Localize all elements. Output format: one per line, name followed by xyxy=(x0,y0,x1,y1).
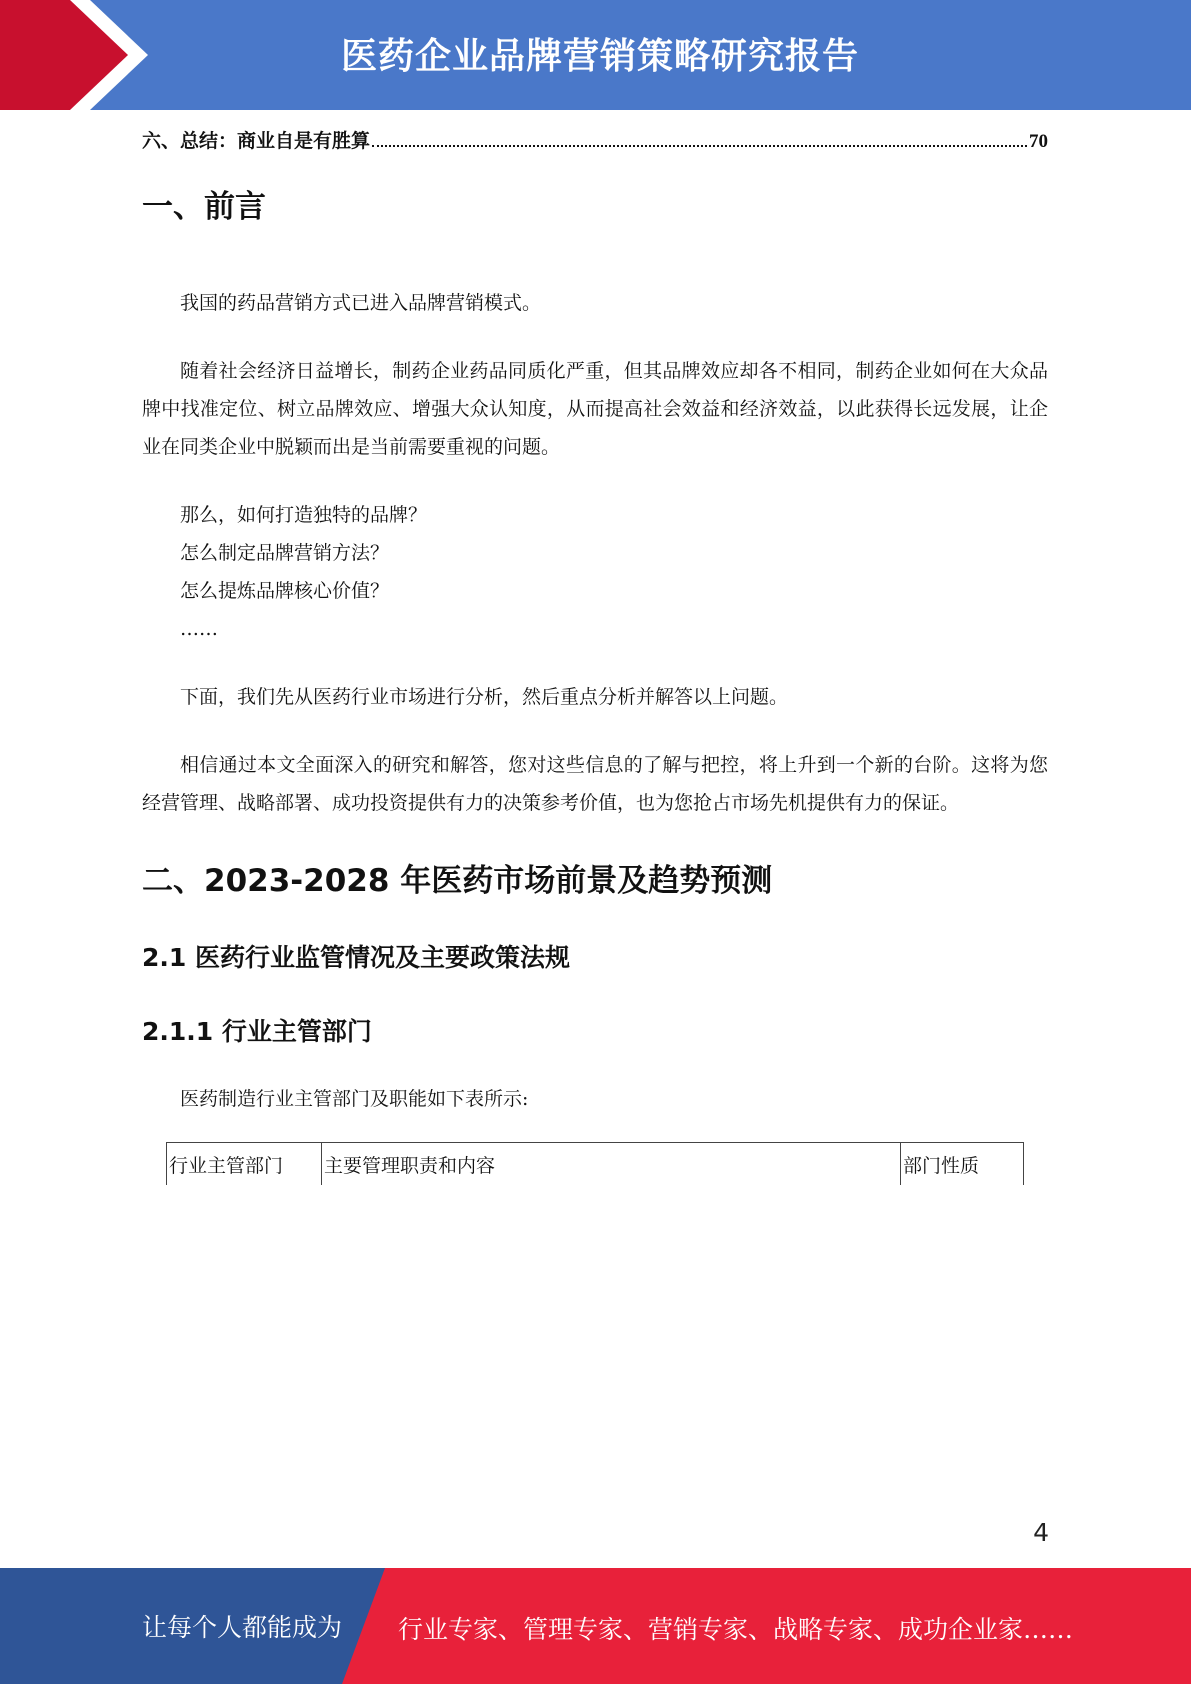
table-header-cell: 部门性质 xyxy=(901,1143,1024,1186)
subsection-heading-regulation: 2.1 医药行业监管情况及主要政策法规 xyxy=(142,943,570,972)
paragraph: 随着社会经济日益增长，制药企业药品同质化严重，但其品牌效应却各不相同，制药企业如何在大众品牌中找准定位、树立品牌效应、增强大众认知度，从而提高社会效益和经济效益，以此获得长远发展，让企业在同类企业中脱颖而出是当前需要重视的问题。 xyxy=(142,360,1048,458)
page-content xyxy=(142,118,1048,1185)
toc-leader-dots xyxy=(372,144,1027,147)
report-title: 医药企业品牌营销策略研究报告 xyxy=(340,36,859,77)
subsection-heading-authorities: 2.1.1 行业主管部门 xyxy=(142,1017,372,1046)
toc-entry-page: 70 xyxy=(1029,131,1048,152)
toc-entry[interactable] xyxy=(142,118,1048,166)
table-header-cell: 行业主管部门 xyxy=(167,1143,322,1186)
toc-entry-label: 六、总结：商业自是有胜算 xyxy=(142,131,371,152)
question-line: 那么，如何打造独特的品牌？ xyxy=(180,504,428,526)
footer-slogan-right: 行业专家、管理专家、营销专家、战略专家、成功企业家…… xyxy=(398,1615,1074,1644)
question-line: 怎么提炼品牌核心价值？ xyxy=(180,580,390,602)
footer-slogan-left: 让每个人都能成为 xyxy=(142,1613,343,1642)
page-footer xyxy=(0,1568,1191,1684)
table-intro: 医药制造行业主管部门及职能如下表所示: xyxy=(180,1088,529,1110)
table-header-cell: 主要管理职责和内容 xyxy=(322,1143,901,1186)
question-line: 怎么制定品牌营销方法？ xyxy=(180,542,390,564)
paragraph: 下面，我们先从医药行业市场进行分析，然后重点分析并解答以上问题。 xyxy=(180,686,789,708)
paragraph: 我国的药品营销方式已进入品牌营销模式。 xyxy=(180,292,542,314)
page-number: 4 xyxy=(1033,1518,1049,1547)
page-header xyxy=(0,0,1191,110)
section-heading-market-forecast: 二、2023-2028 年医药市场前景及趋势预测 xyxy=(142,863,773,899)
table-header-row xyxy=(167,1143,1024,1186)
section-heading-preface: 一、前言 xyxy=(142,189,266,225)
ellipsis-line: …… xyxy=(180,618,218,640)
header-red-chevron-icon xyxy=(0,0,150,110)
authorities-table xyxy=(166,1142,1024,1185)
paragraph: 相信通过本文全面深入的研究和解答，您对这些信息的了解与把控，将上升到一个新的台阶。这将为您经营管理、战略部署、成功投资提供有力的决策参考价值，也为您抢占市场先机提供有力的保证。 xyxy=(142,754,1048,814)
